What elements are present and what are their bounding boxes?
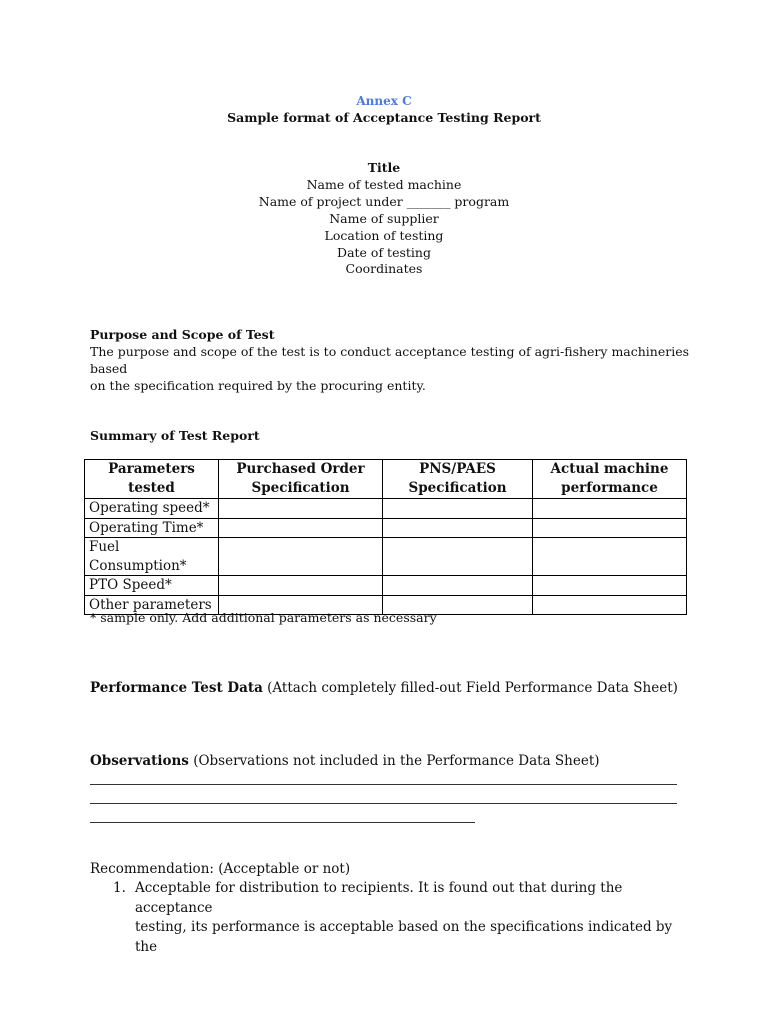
parameter-cell	[85, 538, 219, 576]
recommendation-line: testing, its performance is acceptable based on the specifications indicated by the	[135, 919, 673, 955]
title-line-location: Location of testing	[324, 227, 444, 243]
column-header-line: performance	[561, 480, 658, 496]
purpose-line-1: The purpose and scope of the test is to conduct acceptance testing of agri-fishery machineries based	[90, 344, 690, 376]
column-header-pns-paes	[383, 460, 533, 499]
recommendation-line: Acceptable for distribution to recipients. It is found out that during the acceptance	[135, 880, 623, 916]
table-cell	[383, 538, 533, 576]
table-footnote: * sample only. Add additional parameters as necessary	[90, 610, 437, 625]
title-line-project: Name of project under _______ program	[258, 193, 510, 209]
summary-table	[84, 459, 687, 615]
title-heading: Title	[367, 160, 401, 175]
summary-header-row	[85, 460, 687, 499]
title-line-machine: Name of tested machine	[306, 176, 462, 192]
purpose-paragraph	[90, 343, 690, 394]
table-cell	[383, 518, 533, 538]
column-header-line: PNS/PAES	[419, 461, 496, 477]
column-header-line: Specification	[408, 480, 507, 496]
document-subtitle: Sample format of Acceptance Testing Report	[227, 110, 541, 125]
observation-rule	[90, 784, 677, 785]
parameter-cell: Operating speed*	[85, 499, 219, 519]
column-header-line: tested	[128, 480, 175, 496]
table-cell	[219, 576, 383, 596]
column-header-line: Actual machine	[550, 461, 669, 477]
column-header-parameters	[85, 460, 219, 499]
performance-note: (Attach completely filled-out Field Performance Data Sheet)	[267, 680, 678, 696]
recommendation-heading: Recommendation: (Acceptable or not)	[90, 861, 351, 877]
title-line-coordinates: Coordinates	[345, 261, 423, 277]
title-line-date: Date of testing	[337, 244, 431, 260]
purpose-heading: Purpose and Scope of Test	[90, 327, 275, 342]
parameter-line: Fuel	[89, 539, 120, 555]
table-cell	[533, 499, 687, 519]
annex-label: Annex C	[356, 94, 412, 108]
observations-label: Observations	[90, 753, 189, 769]
observation-rule	[90, 822, 475, 823]
column-header-line: Parameters	[108, 461, 195, 477]
parameter-cell: Operating Time*	[85, 518, 219, 538]
summary-heading: Summary of Test Report	[90, 428, 260, 443]
parameter-cell: PTO Speed*	[85, 576, 219, 596]
column-header-line: Specification	[251, 480, 350, 496]
title-line-supplier: Name of supplier	[329, 210, 439, 226]
parameter-line: Consumption*	[89, 557, 187, 574]
table-row	[85, 518, 687, 538]
column-header-actual-performance	[533, 460, 687, 499]
recommendation-text	[135, 879, 683, 957]
performance-test-data	[90, 680, 678, 696]
table-cell	[219, 518, 383, 538]
observation-rule	[90, 803, 677, 804]
parameter-cell: Other parameters	[85, 595, 219, 615]
table-row	[85, 499, 687, 519]
table-cell	[533, 538, 687, 576]
table-cell	[219, 538, 383, 576]
table-cell	[383, 576, 533, 596]
title-block	[0, 160, 768, 278]
table-cell	[219, 499, 383, 519]
table-row	[85, 576, 687, 596]
column-header-purchased-order	[219, 460, 383, 499]
table-cell	[533, 576, 687, 596]
table-cell	[383, 499, 533, 519]
table-row	[85, 538, 687, 576]
observations-line	[90, 753, 600, 769]
purpose-line-2: on the specification required by the procuring entity.	[90, 378, 426, 393]
table-cell	[533, 518, 687, 538]
performance-label: Performance Test Data	[90, 680, 263, 696]
column-header-line: Purchased Order	[236, 461, 365, 477]
table-cell	[533, 595, 687, 615]
observations-note: (Observations not included in the Performance Data Sheet)	[193, 753, 600, 769]
recommendation-number: 1.	[113, 880, 126, 896]
